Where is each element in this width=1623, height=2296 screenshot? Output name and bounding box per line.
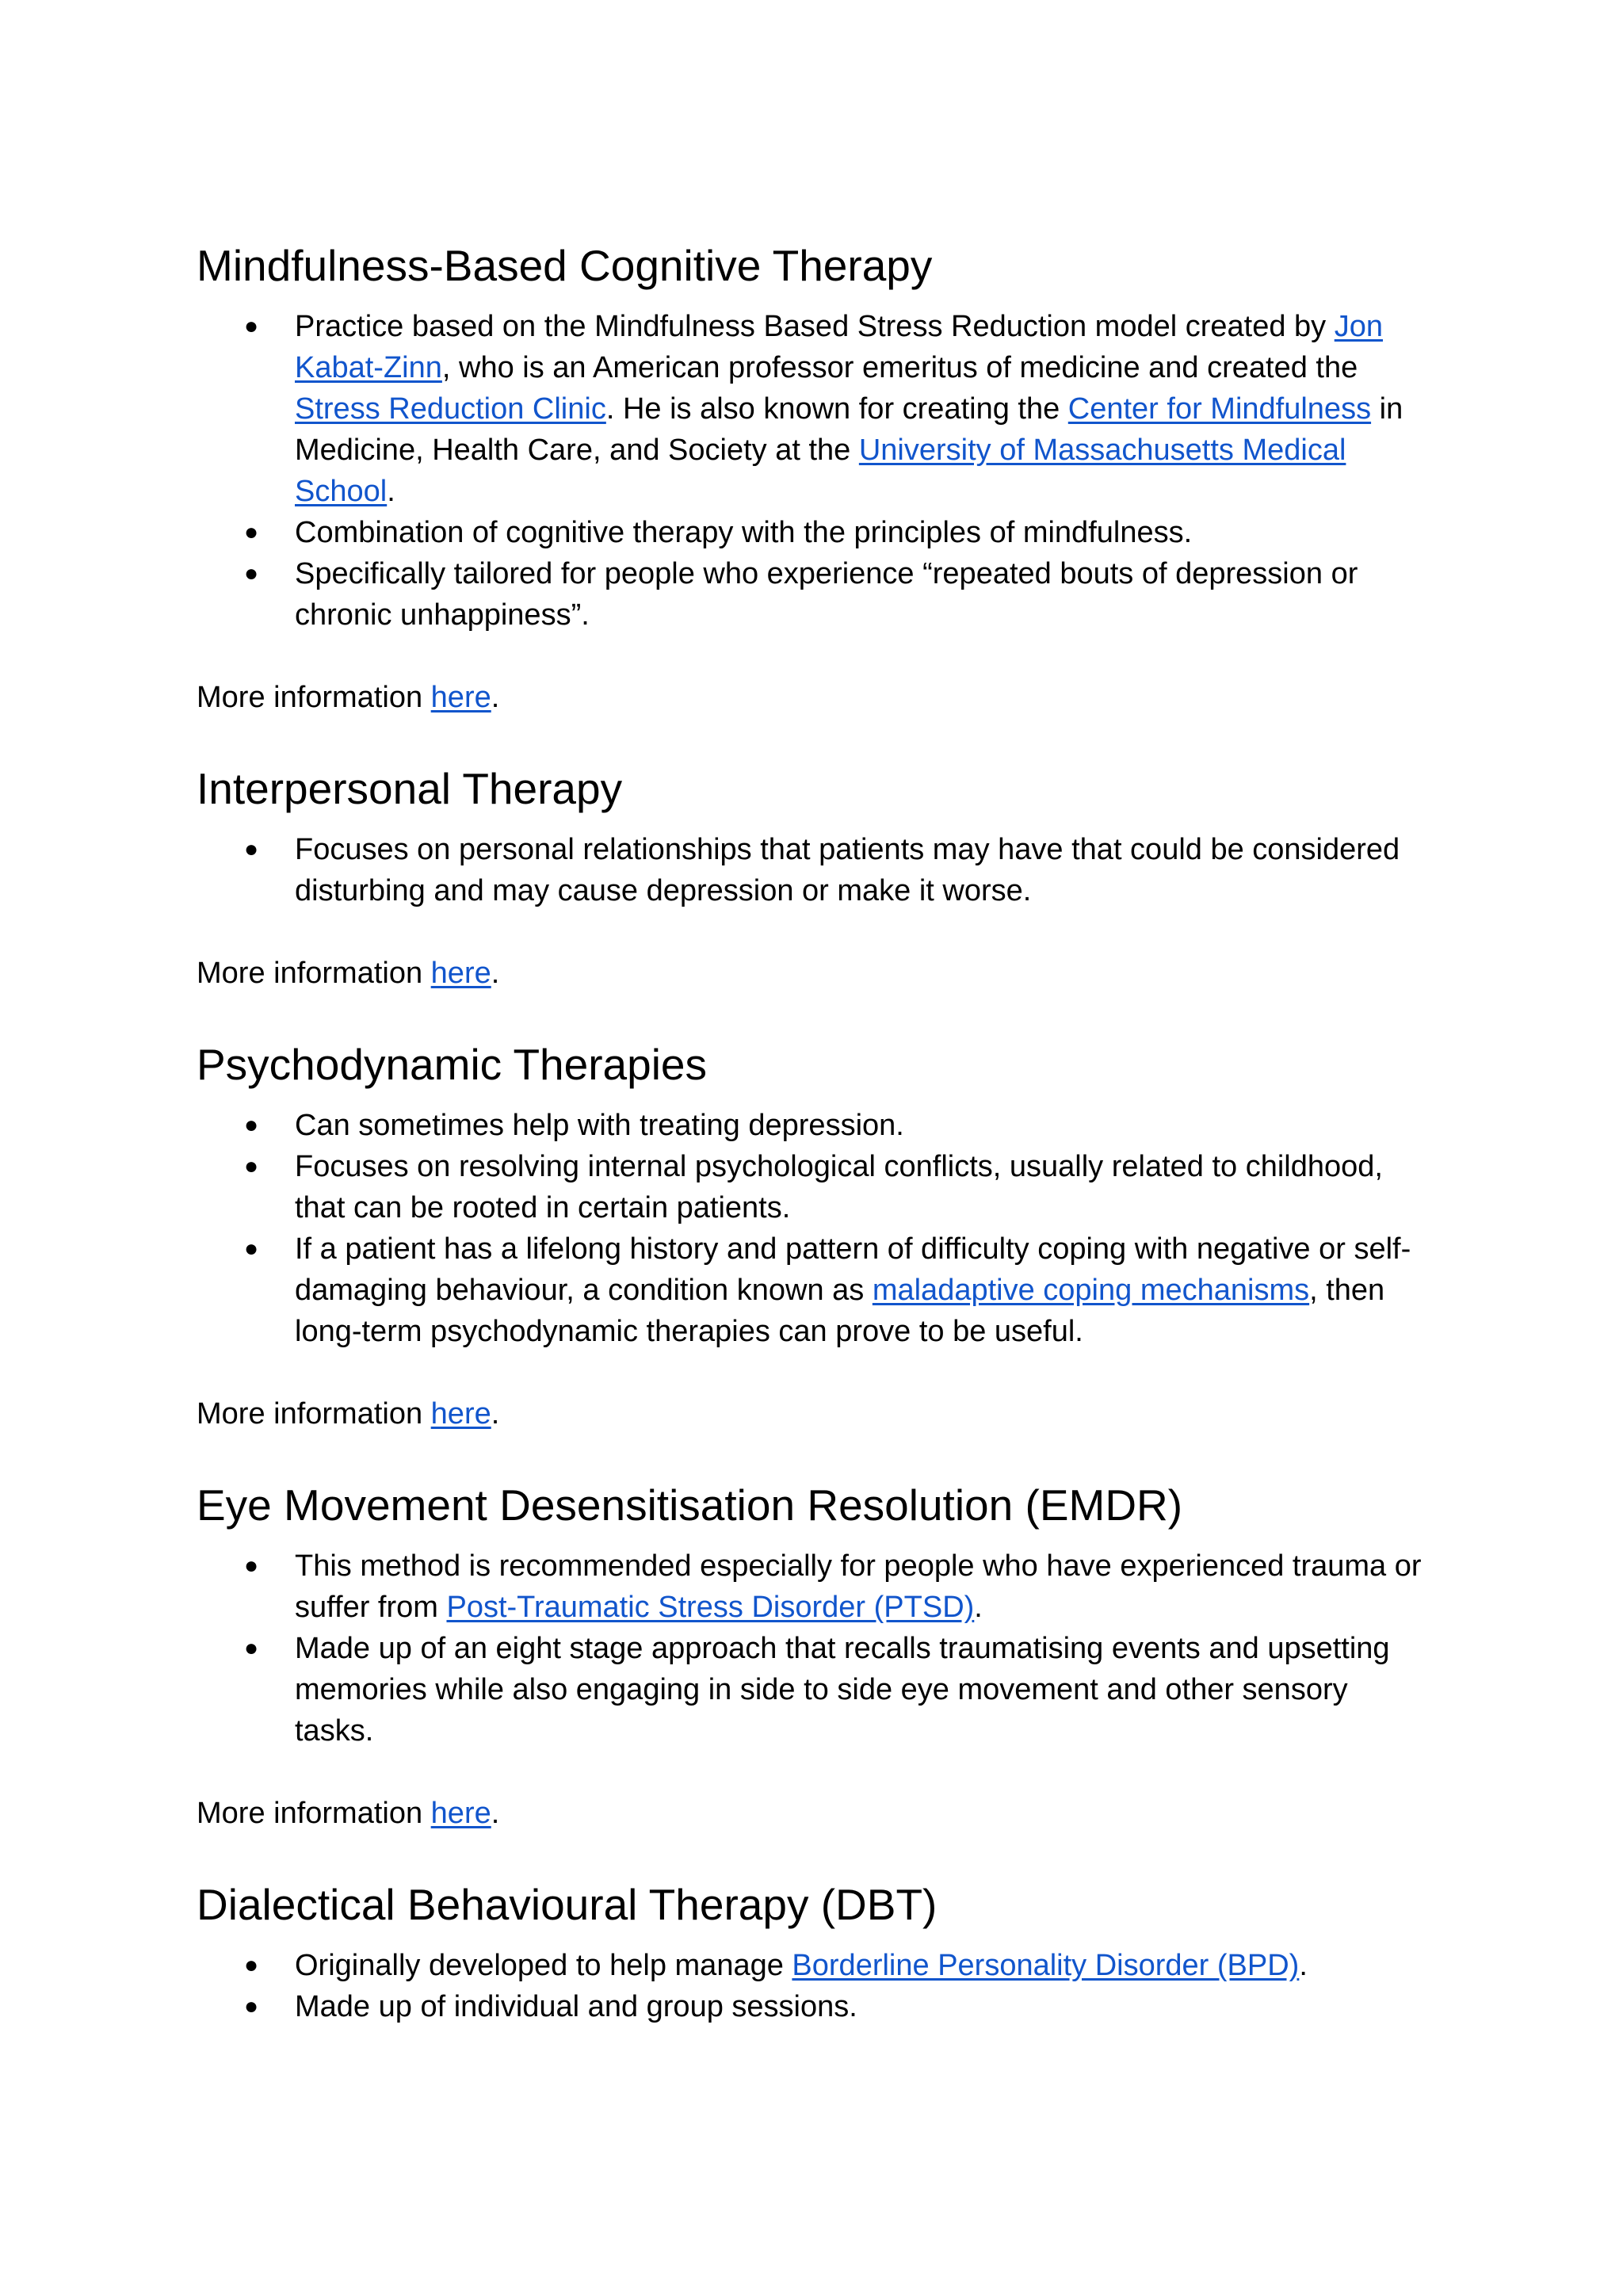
section-heading: Eye Movement Desensitisation Resolution (EMDR) xyxy=(197,1480,1183,1530)
link-center-for-mindfulness[interactable]: Center for Mindfulness xyxy=(1067,392,1372,426)
list-item: ● This method is recommended especially for people who have experienced trauma or suffer from Post-Traumatic Stress Disorder (PTSD). xyxy=(197,1545,1433,1628)
list-item: ● Combination of cognitive therapy with the principles of mindfulness. xyxy=(197,512,1433,553)
section-emdr xyxy=(197,1477,1433,1834)
bullet-icon: ● xyxy=(244,1153,259,1179)
document-page xyxy=(197,238,1433,2070)
more-info-link[interactable]: here xyxy=(430,957,491,990)
link-jon-kabat-zinn[interactable]: Jon Kabat-Zinn xyxy=(295,310,1384,384)
more-info-link[interactable]: here xyxy=(430,1797,491,1830)
bullet-icon: ● xyxy=(244,1993,259,2019)
section-interpersonal-therapy xyxy=(197,761,1433,994)
list-item: ● Focuses on resolving internal psychological conflicts, usually related to childhood, that can be rooted in certain patients. xyxy=(197,1146,1433,1228)
link-bpd[interactable]: Borderline Personality Disorder (BPD) xyxy=(792,1949,1300,1982)
list-item: ● Practice based on the Mindfulness Based Stress Reduction model created by Jon Kabat-Zinn, who is an American professor emeritus of medicine and created the Stress Reduction Clinic. He is also known for creating the Center for Mindfulness in Medicine, Health Care, and Society at the University of Massachusetts Medical School. xyxy=(197,306,1433,512)
bullet-list xyxy=(197,1545,1433,1752)
more-info-link[interactable]: here xyxy=(430,1397,491,1431)
section-heading: Interpersonal Therapy xyxy=(197,764,623,813)
bullet-list xyxy=(197,1105,1433,1352)
list-item: ● Specifically tailored for people who experience “repeated bouts of depression or chronic unhappiness”. xyxy=(197,553,1433,636)
list-item: ● If a patient has a lifelong history and pattern of difficulty coping with negative or self-damaging behaviour, a condition known as maladaptive coping mechanisms, then long-term psychodynamic therapies can prove to be useful. xyxy=(197,1228,1433,1352)
more-information: More information here. xyxy=(197,1397,500,1431)
list-item: ● Focuses on personal relationships that patients may have that could be considered disturbing and may cause depression or make it worse. xyxy=(197,829,1433,911)
section-heading: Mindfulness-Based Cognitive Therapy xyxy=(197,241,933,290)
bullet-list xyxy=(197,306,1433,636)
link-ptsd[interactable]: Post-Traumatic Stress Disorder (PTSD) xyxy=(446,1591,975,1624)
section-psychodynamic-therapies xyxy=(197,1037,1433,1435)
bullet-icon: ● xyxy=(244,560,259,586)
section-dbt xyxy=(197,1877,1433,2027)
bullet-icon: ● xyxy=(244,1635,259,1661)
link-stress-reduction-clinic[interactable]: Stress Reduction Clinic xyxy=(295,392,606,426)
list-item: ● Can sometimes help with treating depression. xyxy=(197,1105,1433,1146)
list-item: ● Made up of individual and group sessions. xyxy=(197,1986,1433,2027)
more-information: More information here. xyxy=(197,681,500,714)
bullet-icon: ● xyxy=(244,836,259,862)
section-heading: Psychodynamic Therapies xyxy=(197,1040,708,1089)
bullet-icon: ● xyxy=(244,1553,259,1579)
list-item: ● Originally developed to help manage Borderline Personality Disorder (BPD). xyxy=(197,1945,1433,1986)
more-information: More information here. xyxy=(197,1797,500,1830)
link-umass-medical-school[interactable]: University of Massachusetts Medical School xyxy=(295,434,1346,508)
list-item: ● Made up of an eight stage approach that recalls traumatising events and upsetting memories while also engaging in side to side eye movement and other sensory tasks. xyxy=(197,1628,1433,1752)
bullet-list xyxy=(197,829,1433,911)
section-mbct xyxy=(197,238,1433,718)
bullet-icon: ● xyxy=(244,519,259,545)
bullet-icon: ● xyxy=(244,313,259,339)
link-maladaptive-coping-mechanisms[interactable]: maladaptive coping mechanisms xyxy=(872,1274,1310,1307)
bullet-icon: ● xyxy=(244,1952,259,1978)
section-heading: Dialectical Behavioural Therapy (DBT) xyxy=(197,1880,938,1929)
more-info-link[interactable]: here xyxy=(430,681,491,714)
bullet-list xyxy=(197,1945,1433,2027)
bullet-icon: ● xyxy=(244,1236,259,1262)
more-information: More information here. xyxy=(197,957,500,990)
bullet-icon: ● xyxy=(244,1112,259,1138)
